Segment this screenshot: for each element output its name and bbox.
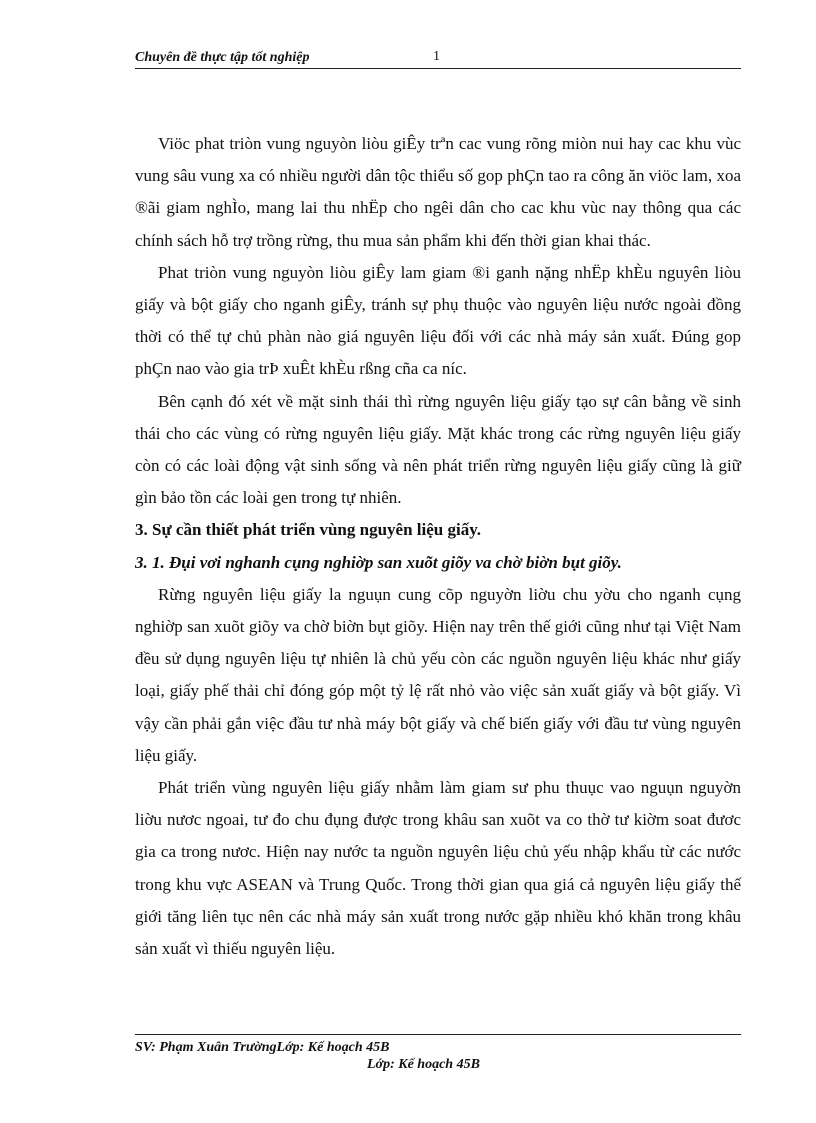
document-body [135,128,741,965]
footer-student: SV: Phạm Xuân TrườngLớp: Kế hoạch 45B [135,1040,390,1055]
paragraph: Phat triòn vung nguyòn liòu giÊy lam giam ®i ganh nặng nhËp khÈu nguyên liòu giấy và bột giấy cho nganh giÊy, tránh sự phụ thuộc vào nguyên liệu nước ngoài đồng thời có thể tự chủ phàn nào giá nguyên liệu đối với các nhà máy sản xuất. Đúng gop phÇn nao vào gia trÞ xuÊt khÈu rßng cña ca níc. [135,262,741,379]
subsection-heading: 3. 1. Đụi vơi nghanh cụng nghiờp san xuõt giõy va chờ biờn bụt giõy. [135,552,622,572]
header-title: Chuyên đề thực tập tốt nghiệp [135,50,310,65]
footer-class: Lớp: Kế hoạch 45B [367,1057,480,1072]
paragraph: Rừng nguyên liệu giấy la nguụn cung cõp nguyờn liờu chu yờu cho nganh cụng nghiờp san xuõt giõy va chờ biờn bụt giõy. Hiện nay trên thế giới cũng như tại Việt Nam đều sử dụng nguyên liệu tự nhiên là chủ yếu còn các nguồn nguyên liệu khác như giấy loại, giấy phế thải chỉ đóng góp một tỷ lệ rất nhỏ vào việc sản xuất giấy và bột giấy. Vì vậy cần phải gắn việc đầu tư nhà máy bột giấy và chế biến giấy với đầu tư vùng nguyên liệu giấy. [135,584,741,765]
paragraph: Viöc phat triòn vung nguyòn liòu giÊy trªn cac vung rõng miòn nui hay cac khu vùc vung sâu vung xa có nhiều người dân tộc thiểu số gop phÇn tao ra công ăn viöc lam, xoa ®ãi giam nghÌo, mang lai thu nhËp cho ngêi dân cho cac khu vùc nay thông qua các chính sách hỗ trợ trồng rừng, thu mua sản phẩm khi đến thời gian khai thác. [135,134,741,250]
paragraph: Phát triển vùng nguyên liệu giấy nhằm làm giam sư phu thuục vao nguụn nguyờn liờu nươc ngoai, tư đo chu đụng được trong khâu san xuõt va co thờ tư kiờm soat đươc gia ca trong nươc. Hiện nay nước ta nguồn nguyên liệu chủ yếu nhập khẩu từ các nước trong khu vực ASEAN và Trung Quốc. Trong thời gian qua giá cả nguyên liệu giấy thế giới tăng liên tục nên các nhà máy sản xuất trong nước gặp nhiều khó khăn trong khâu sản xuất vì thiếu nguyên liệu. [135,778,741,959]
page-number: 1 [433,49,440,64]
section-heading: 3. Sự cần thiết phát triển vùng nguyên liệu giấy. [135,520,482,540]
page-header [135,50,741,69]
footer-divider [135,1034,741,1035]
paragraph: Bên cạnh đó xét về mặt sinh thái thì rừng nguyên liệu giấy tạo sự cân bằng về sinh thái cho các vùng có rừng nguyên liệu giấy. Mặt khác trong các rừng nguyên liệu giấy còn có các loài động vật sinh sống và nên phát triển rừng nguyên liệu giấy cũng là giữ gìn bảo tồn các loài gen trong tự nhiên. [135,391,741,508]
